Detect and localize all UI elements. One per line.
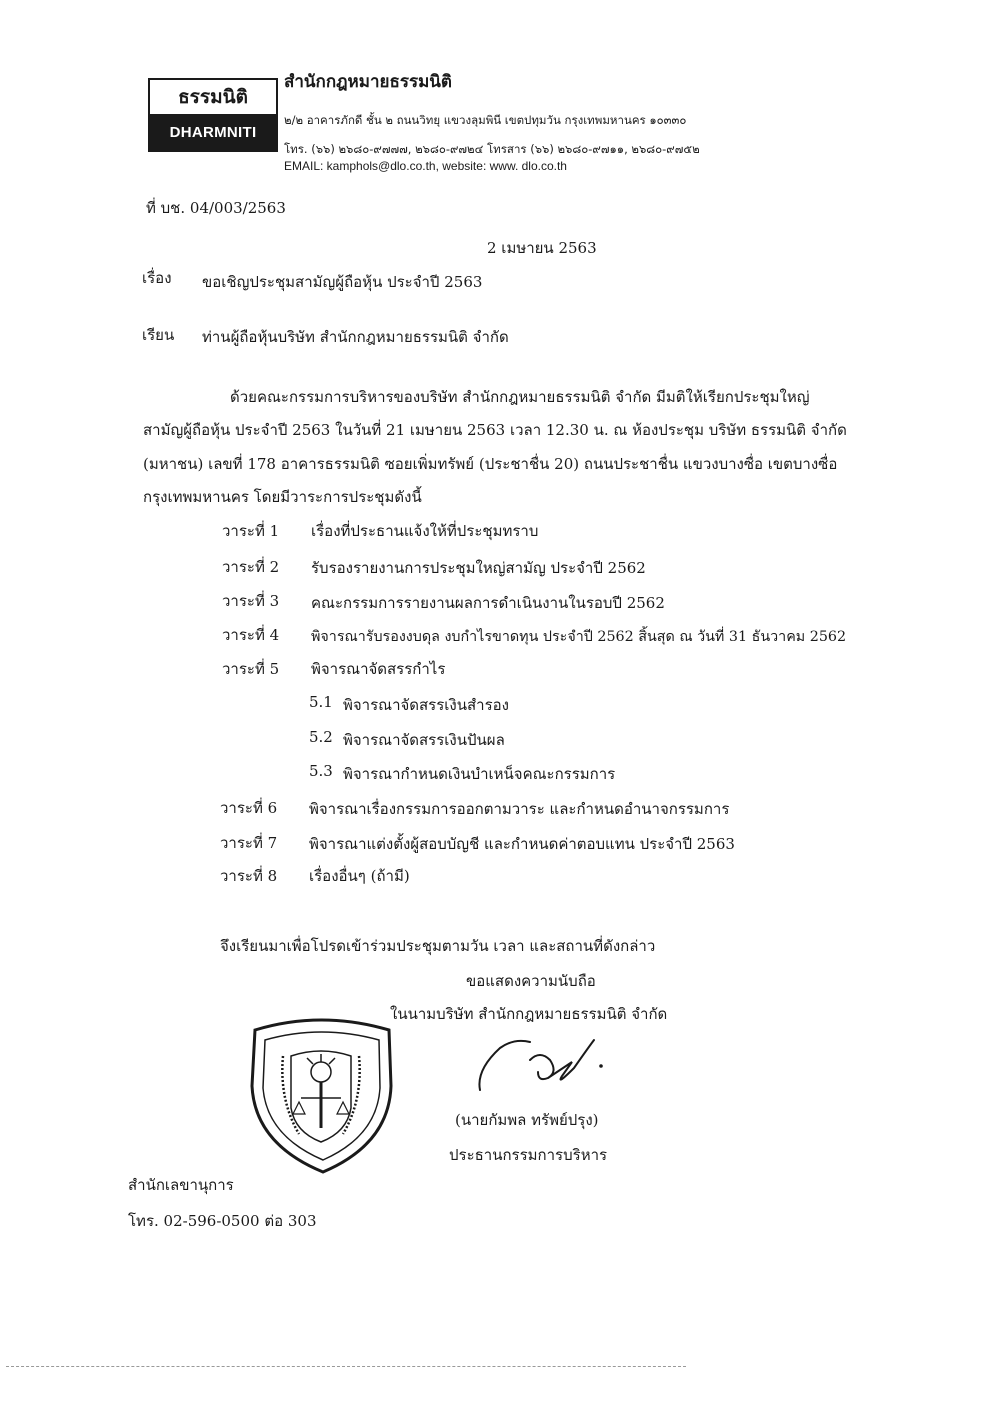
agenda-label: วาระที่ 2 [222, 558, 280, 576]
agenda-label: วาระที่ 5 [222, 660, 280, 678]
agenda-label: วาระที่ 7 [220, 834, 278, 852]
agenda-label: วาระที่ 6 [220, 799, 278, 817]
paragraph-line-2: สามัญผู้ถือหุ้น ประจำปี 2563 ในวันที่ 21 เมษายน 2563 เวลา 12.30 น. ณ ห้องประชุม บริษัท ธรรมนิติ จำกัด [143, 421, 847, 439]
signer-title: ประธานกรรมการบริหาร [449, 1146, 608, 1164]
letter-date: 2 เมษายน 2563 [487, 239, 597, 257]
company-seal-icon [243, 1016, 400, 1175]
agenda-text: เรื่องอื่นๆ (ถ้ามี) [309, 867, 410, 885]
firm-name: สำนักกฎหมายธรรมนิติ [284, 72, 452, 92]
sub-item-text: พิจารณาจัดสรรเงินสำรอง [343, 696, 509, 714]
company-logo [148, 78, 278, 152]
sub-item-text: พิจารณาจัดสรรเงินปันผล [343, 731, 505, 749]
firm-email-website: EMAIL: kamphols@dlo.co.th, website: www. dlo.co.th [284, 159, 567, 173]
logo-thai-text: ธรรมนิติ [178, 86, 248, 108]
paragraph-line-1: ด้วยคณะกรรมการบริหารของบริษัท สำนักกฎหมายธรรมนิติ จำกัด มีมติให้เรียกประชุมใหญ่ [230, 388, 810, 406]
agenda-text: พิจารณาแต่งตั้งผู้สอบบัญชี และกำหนดค่าตอบแทน ประจำปี 2563 [309, 835, 735, 853]
sub-item-number: 5.1 [309, 693, 333, 711]
sub-item-text: พิจารณากำหนดเงินบำเหน็จคณะกรรมการ [343, 765, 616, 783]
paragraph-line-3: (มหาชน) เลขที่ 178 อาคารธรรมนิติ ซอยเพิ่มทรัพย์ (ประชาชื่น 20) ถนนประชาชื่น แขวงบางซื่อ เขตบางซื่อ [143, 455, 838, 473]
agenda-text: พิจารณาจัดสรรกำไร [311, 660, 446, 678]
logo-english-text: DHARMNITI [150, 114, 276, 150]
office-phone: โทร. 02-596-0500 ต่อ 303 [128, 1212, 317, 1230]
on-behalf-of: ในนามบริษัท สำนักกฎหมายธรรมนิติ จำกัด [390, 1005, 668, 1023]
closing-sentence: จึงเรียนมาเพื่อโปรดเข้าร่วมประชุมตามวัน เวลา และสถานที่ดังกล่าว [220, 937, 656, 955]
subject-text: ขอเชิญประชุมสามัญผู้ถือหุ้น ประจำปี 2563 [202, 273, 483, 291]
recipient-text: ท่านผู้ถือหุ้นบริษัท สำนักกฎหมายธรรมนิติ จำกัด [202, 328, 509, 346]
agenda-text: รับรองรายงานการประชุมใหญ่สามัญ ประจำปี 2562 [311, 559, 646, 577]
salutation-label: เรียน [142, 326, 175, 344]
agenda-label: วาระที่ 1 [222, 522, 280, 540]
firm-address: ๒/๒ อาคารภักดี ชั้น ๒ ถนนวิทยุ แขวงลุมพินี เขตปทุมวัน กรุงเทพมหานคร ๑๐๓๓๐ [284, 113, 687, 127]
agenda-text: เรื่องที่ประธานแจ้งให้ที่ประชุมทราบ [311, 522, 539, 540]
agenda-text: คณะกรรมการรายงานผลการดำเนินงานในรอบปี 2562 [311, 594, 665, 612]
sub-item-number: 5.2 [309, 728, 333, 746]
firm-phone-fax: โทร. (๖๖) ๒๖๘๐-๙๗๗๗, ๒๖๘๐-๙๗๒๔ โทรสาร (๖๖) ๒๖๘๐-๙๗๑๑, ๒๖๘๐-๙๗๕๒ [284, 142, 700, 156]
regards: ขอแสดงความนับถือ [466, 972, 596, 990]
agenda-label: วาระที่ 3 [222, 592, 280, 610]
paragraph-line-4: กรุงเทพมหานคร โดยมีวาระการประชุมดังนี้ [143, 488, 422, 506]
reference-number: ที่ บช. 04/003/2563 [146, 199, 286, 217]
scan-edge-line [6, 1366, 686, 1367]
subject-label: เรื่อง [142, 269, 172, 287]
agenda-text: พิจารณาเรื่องกรรมการออกตามวาระ และกำหนดอำนาจกรรมการ [309, 800, 730, 818]
agenda-text: พิจารณารับรองงบดุล งบกำไรขาดทุน ประจำปี 2562 สิ้นสุด ณ วันที่ 31 ธันวาคม 2562 [311, 629, 847, 645]
agenda-label: วาระที่ 8 [220, 867, 278, 885]
agenda-label: วาระที่ 4 [222, 626, 280, 644]
signer-name: (นายกัมพล ทรัพย์ปรุง) [455, 1111, 599, 1129]
signature-icon [474, 1034, 609, 1094]
sub-item-number: 5.3 [309, 762, 333, 780]
office-name: สำนักเลขานุการ [128, 1176, 234, 1194]
